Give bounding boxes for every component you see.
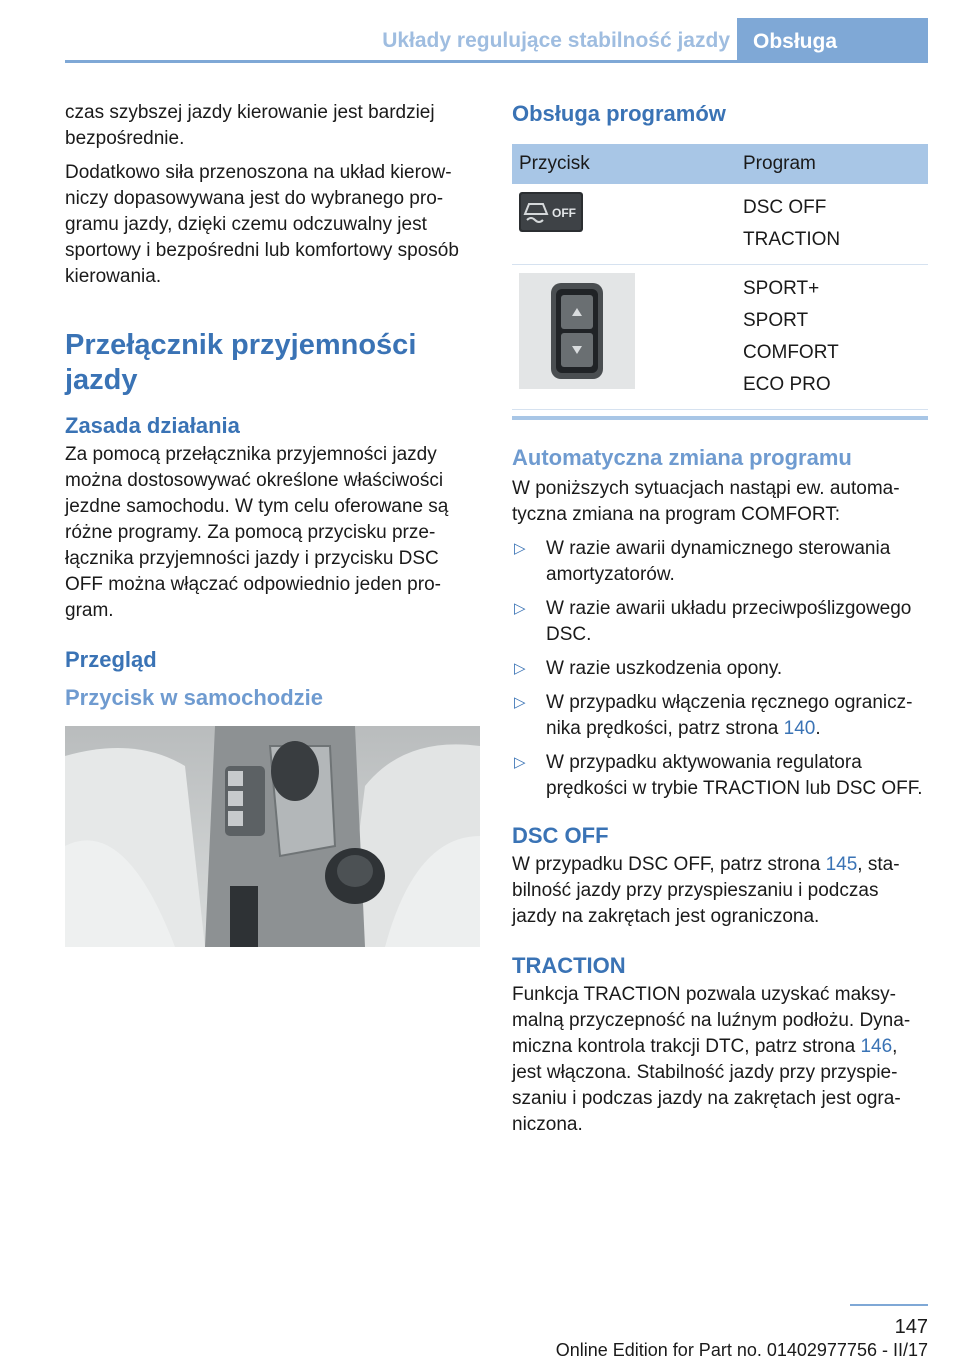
table-header-row (512, 144, 928, 184)
list-item: ▷ W przypadku aktywowania regulatora prędkości w trybie TRACTION lub DSC OFF. (514, 752, 923, 799)
bullet-triangle-icon: ▷ (514, 694, 526, 711)
page-number: 147 (894, 1316, 928, 1338)
paragraph: Funkcja TRACTION pozwala uzyskać maksymalną przyczepność na luźnym podłożu. Dynamiczna kontrola trakcji DTC, patrz strona 146, jest włączona. Stabilność jazdy przy przyspieszaniu i podczas jazdy na zakrętach jest ograniczona. (512, 984, 911, 1135)
table-row (512, 265, 928, 410)
table-cell-program (736, 265, 928, 410)
paragraph: czas szybszej jazdy kierowanie jest bardziej bezpośrednie. (65, 102, 435, 149)
table-header-cell: Program (736, 144, 928, 184)
subheading-traction: TRACTION (512, 953, 626, 978)
list-item: ▷ W przypadku włączenia ręcznego ogranicznika prędkości, patrz strona 140. (514, 692, 913, 739)
list-item: ▷ W razie awarii układu przeciwpoślizgowego DSC. (514, 598, 912, 645)
subheading-obsluga: Obsługa programów (512, 101, 726, 126)
bullet-triangle-icon: ▷ (514, 600, 526, 617)
subheading-auto: Automatyczna zmiana programu (512, 445, 852, 470)
bullet-triangle-icon: ▷ (514, 540, 526, 557)
car-interior-image (65, 726, 480, 947)
list-item: ▷ W razie uszkodzenia opony. (512, 656, 928, 682)
running-header-section: Układy regulujące stabilność jazdy (382, 29, 730, 52)
table-cell-button (512, 184, 736, 265)
footer-rule (850, 1304, 928, 1306)
table-cell-button (512, 265, 736, 410)
dsc-off-button-text: OFF (552, 206, 576, 220)
page-link[interactable]: 145 (825, 854, 858, 875)
bullet-list (512, 536, 928, 802)
program-name: COMFORT (743, 342, 839, 363)
table-end-rule (512, 416, 928, 420)
list-item: ▷ W razie awarii dynamicznego sterowania amortyzatorów. (514, 538, 891, 585)
right-column (512, 100, 928, 1146)
table-row (512, 184, 928, 265)
running-header-tab (737, 18, 928, 63)
subheading-przycisk: Przycisk w samochodzie (65, 685, 323, 710)
running-header-tab-label: Obsługa (753, 30, 838, 53)
bullet-triangle-icon: ▷ (514, 660, 526, 677)
page-link[interactable]: 146 (860, 1036, 893, 1057)
program-table (512, 144, 928, 410)
table-cell-program (736, 184, 928, 265)
paragraph: W poniższych sytuacjach nastąpi ew. automatyczna zmiana na program COMFORT: (512, 478, 900, 525)
paragraph: W przypadku DSC OFF, patrz strona 145, stabilność jazdy przy przyspieszaniu i podczas jazdy na zakrętach jest ograniczona. (512, 854, 900, 927)
rocker-switch-icon (519, 273, 635, 389)
bullet-triangle-icon: ▷ (514, 754, 526, 771)
program-name: SPORT (743, 310, 809, 331)
program-name: TRACTION (743, 229, 841, 250)
left-column (65, 100, 480, 947)
page-link[interactable]: 140 (783, 718, 816, 739)
paragraph: Dodatkowo siła przenoszona na układ kierowniczy dopasowywana jest do wybranego programu jazdy, dzięki czemu odczuwalny jest sportowy i bezpośredni lub komfortowy sposób kierowania. (65, 162, 459, 287)
subheading-przeglad: Przegląd (65, 647, 157, 672)
paragraph: Za pomocą przełącznika przyjemności jazdy można dostosowywać określone właściwości jezdne samochodu. W tym celu oferowane są różne programy. Za pomocą przycisku przełącznika przyjemności jazdy i przycisku DSC OFF można włączać odpowiednio jeden program. (65, 444, 449, 621)
subheading-zasada: Zasada działania (65, 413, 240, 438)
program-name: DSC OFF (743, 197, 827, 218)
footer-edition: Online Edition for Part no. 01402977756 - II/17 (555, 1340, 928, 1360)
dsc-off-button-icon (519, 192, 583, 232)
table-header-cell: Przycisk (512, 144, 736, 184)
program-name: SPORT+ (743, 278, 820, 299)
section-heading: Przełącznik przyjemności jazdy (65, 329, 417, 396)
program-name: ECO PRO (743, 374, 831, 395)
subheading-dsc-off: DSC OFF (512, 823, 609, 848)
header-rule (65, 60, 928, 63)
